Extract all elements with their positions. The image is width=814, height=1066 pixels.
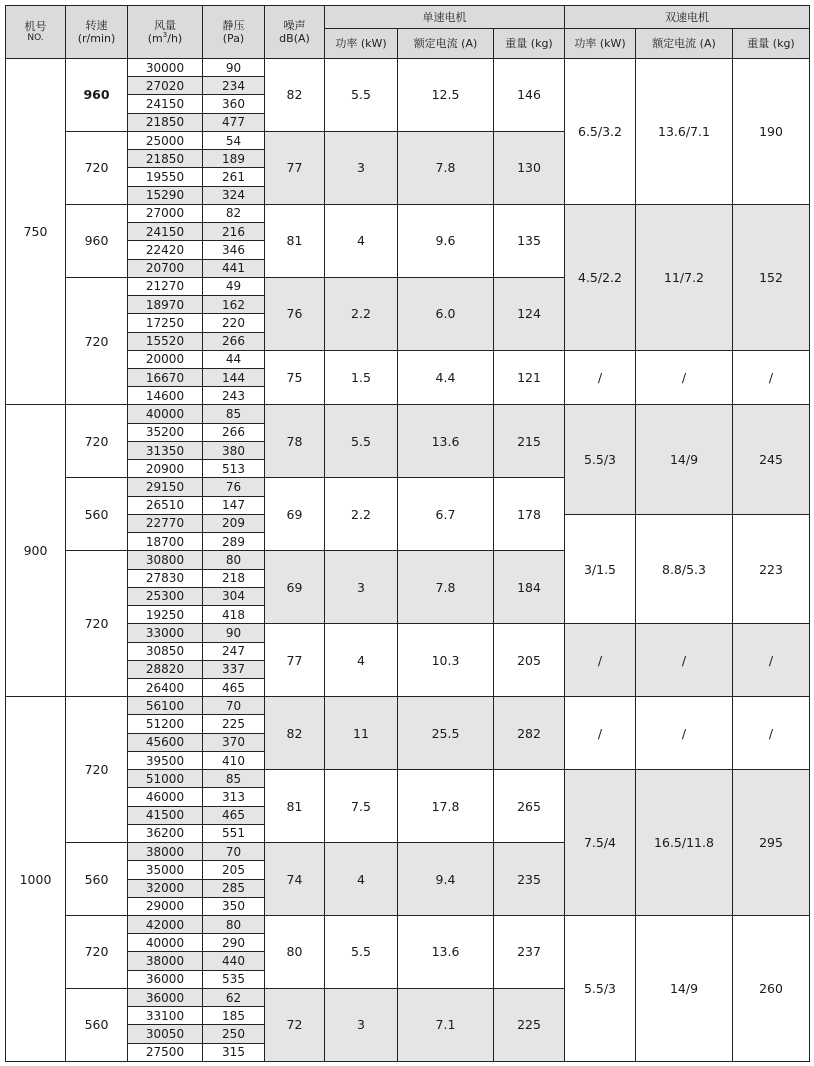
flow-cell: 38000 <box>128 843 203 861</box>
flow-cell: 21850 <box>128 113 203 131</box>
speed-cell: 560 <box>66 843 128 916</box>
pressure-cell: 216 <box>203 223 265 241</box>
single-weight-cell: 184 <box>494 551 565 624</box>
noise-cell: 69 <box>265 551 325 624</box>
speed-cell: 720 <box>66 405 128 478</box>
flow-cell: 32000 <box>128 879 203 897</box>
single-power-cell: 2.2 <box>325 478 398 551</box>
pressure-cell: 90 <box>203 624 265 642</box>
pressure-cell: 313 <box>203 788 265 806</box>
pressure-cell: 144 <box>203 368 265 386</box>
single-weight-cell: 130 <box>494 131 565 204</box>
table-row <box>6 916 810 934</box>
flow-cell: 20000 <box>128 350 203 368</box>
pressure-cell: 315 <box>203 1043 265 1061</box>
single-weight-cell: 135 <box>494 204 565 277</box>
noise-cell: 80 <box>265 916 325 989</box>
noise-cell: 72 <box>265 988 325 1061</box>
pressure-cell: 266 <box>203 423 265 441</box>
pressure-cell: 80 <box>203 551 265 569</box>
pressure-cell: 162 <box>203 296 265 314</box>
dual-power-cell: 7.5/4 <box>565 770 636 916</box>
pressure-cell: 218 <box>203 569 265 587</box>
pressure-cell: 185 <box>203 1007 265 1025</box>
dual-current-cell: 11/7.2 <box>636 204 733 350</box>
single-power-cell: 3 <box>325 131 398 204</box>
flow-cell: 40000 <box>128 934 203 952</box>
single-power-cell: 5.5 <box>325 916 398 989</box>
flow-cell: 15520 <box>128 332 203 350</box>
flow-cell: 16670 <box>128 368 203 386</box>
pressure-cell: 189 <box>203 150 265 168</box>
speed-cell: 720 <box>66 551 128 697</box>
dual-power-cell: 5.5/3 <box>565 916 636 1062</box>
flow-cell: 25000 <box>128 131 203 149</box>
flow-cell: 19250 <box>128 606 203 624</box>
single-weight-cell: 235 <box>494 843 565 916</box>
pressure-cell: 346 <box>203 241 265 259</box>
single-weight-cell: 205 <box>494 624 565 697</box>
dual-current-cell: / <box>636 624 733 697</box>
pressure-cell: 44 <box>203 350 265 368</box>
pressure-cell: 82 <box>203 204 265 222</box>
pressure-cell: 465 <box>203 806 265 824</box>
single-power-cell: 3 <box>325 988 398 1061</box>
speed-cell: 960 <box>66 204 128 277</box>
single-power-cell: 11 <box>325 697 398 770</box>
single-power-cell: 4 <box>325 843 398 916</box>
flow-cell: 27830 <box>128 569 203 587</box>
noise-cell: 82 <box>265 697 325 770</box>
flow-cell: 29000 <box>128 897 203 915</box>
single-current-cell: 4.4 <box>398 350 494 405</box>
table-row <box>6 59 810 77</box>
flow-cell: 18700 <box>128 533 203 551</box>
flow-cell: 15290 <box>128 186 203 204</box>
flow-cell: 36000 <box>128 988 203 1006</box>
single-power-cell: 3 <box>325 551 398 624</box>
header-single-current: 额定电流 (A) <box>398 29 494 59</box>
single-power-cell: 4 <box>325 624 398 697</box>
pressure-cell: 513 <box>203 460 265 478</box>
flow-cell: 21850 <box>128 150 203 168</box>
flow-cell: 39500 <box>128 751 203 769</box>
flow-cell: 35000 <box>128 861 203 879</box>
pressure-cell: 360 <box>203 95 265 113</box>
single-current-cell: 6.0 <box>398 277 494 350</box>
flow-cell: 26400 <box>128 678 203 696</box>
single-weight-cell: 215 <box>494 405 565 478</box>
single-power-cell: 4 <box>325 204 398 277</box>
flow-cell: 30000 <box>128 59 203 77</box>
table-row <box>6 204 810 222</box>
pressure-cell: 477 <box>203 113 265 131</box>
dual-weight-cell: 295 <box>733 770 810 916</box>
pressure-cell: 380 <box>203 441 265 459</box>
single-weight-cell: 146 <box>494 59 565 132</box>
single-current-cell: 7.1 <box>398 988 494 1061</box>
pressure-cell: 266 <box>203 332 265 350</box>
header-dual-power: 功率 (kW) <box>565 29 636 59</box>
table-row <box>6 697 810 715</box>
speed-cell: 560 <box>66 478 128 551</box>
pressure-cell: 304 <box>203 587 265 605</box>
pressure-cell: 85 <box>203 405 265 423</box>
single-power-cell: 5.5 <box>325 405 398 478</box>
dual-power-cell: 5.5/3 <box>565 405 636 514</box>
single-current-cell: 13.6 <box>398 405 494 478</box>
single-current-cell: 13.6 <box>398 916 494 989</box>
speed-cell: 560 <box>66 988 128 1061</box>
single-current-cell: 9.6 <box>398 204 494 277</box>
flow-cell: 27500 <box>128 1043 203 1061</box>
single-power-cell: 1.5 <box>325 350 398 405</box>
flow-cell: 56100 <box>128 697 203 715</box>
pressure-cell: 350 <box>203 897 265 915</box>
single-power-cell: 5.5 <box>325 59 398 132</box>
pressure-cell: 209 <box>203 514 265 532</box>
dual-weight-cell: 260 <box>733 916 810 1062</box>
flow-cell: 30850 <box>128 642 203 660</box>
dual-current-cell: / <box>636 697 733 770</box>
single-current-cell: 12.5 <box>398 59 494 132</box>
model-cell: 750 <box>6 59 66 405</box>
pressure-cell: 76 <box>203 478 265 496</box>
flow-cell: 24150 <box>128 95 203 113</box>
flow-cell: 42000 <box>128 916 203 934</box>
dual-power-cell: / <box>565 697 636 770</box>
fan-spec-table <box>5 5 810 1062</box>
pressure-cell: 250 <box>203 1025 265 1043</box>
flow-cell: 20700 <box>128 259 203 277</box>
pressure-cell: 234 <box>203 77 265 95</box>
pressure-cell: 370 <box>203 733 265 751</box>
flow-cell: 25300 <box>128 587 203 605</box>
pressure-cell: 247 <box>203 642 265 660</box>
flow-cell: 40000 <box>128 405 203 423</box>
noise-cell: 74 <box>265 843 325 916</box>
flow-cell: 36000 <box>128 970 203 988</box>
flow-cell: 22420 <box>128 241 203 259</box>
flow-cell: 22770 <box>128 514 203 532</box>
flow-cell: 26510 <box>128 496 203 514</box>
dual-current-cell: 14/9 <box>636 916 733 1062</box>
single-weight-cell: 124 <box>494 277 565 350</box>
flow-cell: 30800 <box>128 551 203 569</box>
table-body <box>6 59 810 1062</box>
dual-current-cell: 8.8/5.3 <box>636 514 733 623</box>
flow-cell: 27020 <box>128 77 203 95</box>
pressure-cell: 465 <box>203 678 265 696</box>
flow-cell: 18970 <box>128 296 203 314</box>
noise-cell: 81 <box>265 204 325 277</box>
pressure-cell: 70 <box>203 697 265 715</box>
dual-weight-cell: 152 <box>733 204 810 350</box>
dual-weight-cell: / <box>733 697 810 770</box>
pressure-cell: 147 <box>203 496 265 514</box>
header-single-power: 功率 (kW) <box>325 29 398 59</box>
pressure-cell: 261 <box>203 168 265 186</box>
pressure-cell: 285 <box>203 879 265 897</box>
noise-cell: 77 <box>265 131 325 204</box>
noise-cell: 76 <box>265 277 325 350</box>
dual-weight-cell: 223 <box>733 514 810 623</box>
flow-cell: 29150 <box>128 478 203 496</box>
flow-cell: 45600 <box>128 733 203 751</box>
header-dual-current: 额定电流 (A) <box>636 29 733 59</box>
speed-cell: 960 <box>66 59 128 132</box>
dual-power-cell: 4.5/2.2 <box>565 204 636 350</box>
dual-weight-cell: 245 <box>733 405 810 514</box>
pressure-cell: 551 <box>203 824 265 842</box>
single-power-cell: 7.5 <box>325 770 398 843</box>
pressure-cell: 62 <box>203 988 265 1006</box>
flow-cell: 17250 <box>128 314 203 332</box>
single-current-cell: 9.4 <box>398 843 494 916</box>
noise-cell: 81 <box>265 770 325 843</box>
pressure-cell: 290 <box>203 934 265 952</box>
dual-current-cell: 16.5/11.8 <box>636 770 733 916</box>
header-dual-weight: 重量 (kg) <box>733 29 810 59</box>
flow-cell: 19550 <box>128 168 203 186</box>
single-weight-cell: 282 <box>494 697 565 770</box>
pressure-cell: 535 <box>203 970 265 988</box>
single-current-cell: 10.3 <box>398 624 494 697</box>
pressure-cell: 70 <box>203 843 265 861</box>
header-speed: 转速 (r/min) <box>66 6 128 59</box>
speed-cell: 720 <box>66 697 128 843</box>
model-cell: 900 <box>6 405 66 697</box>
flow-cell: 21270 <box>128 277 203 295</box>
flow-cell: 38000 <box>128 952 203 970</box>
header-model: 机号 NO. <box>6 6 66 59</box>
pressure-cell: 410 <box>203 751 265 769</box>
header-noise: 噪声 dB(A) <box>265 6 325 59</box>
flow-cell: 28820 <box>128 660 203 678</box>
noise-cell: 75 <box>265 350 325 405</box>
table-row <box>6 405 810 423</box>
header-dual-motor: 双速电机 <box>565 6 810 29</box>
flow-cell: 51200 <box>128 715 203 733</box>
flow-cell: 51000 <box>128 770 203 788</box>
pressure-cell: 205 <box>203 861 265 879</box>
header-pressure: 静压 (Pa) <box>203 6 265 59</box>
pressure-cell: 225 <box>203 715 265 733</box>
pressure-cell: 90 <box>203 59 265 77</box>
speed-cell: 720 <box>66 916 128 989</box>
speed-cell: 720 <box>66 131 128 204</box>
flow-cell: 14600 <box>128 387 203 405</box>
speed-cell: 720 <box>66 277 128 405</box>
dual-current-cell: 13.6/7.1 <box>636 59 733 205</box>
flow-cell: 31350 <box>128 441 203 459</box>
single-current-cell: 25.5 <box>398 697 494 770</box>
single-weight-cell: 121 <box>494 350 565 405</box>
flow-cell: 24150 <box>128 223 203 241</box>
noise-cell: 82 <box>265 59 325 132</box>
dual-weight-cell: 190 <box>733 59 810 205</box>
single-weight-cell: 237 <box>494 916 565 989</box>
single-weight-cell: 265 <box>494 770 565 843</box>
single-current-cell: 6.7 <box>398 478 494 551</box>
pressure-cell: 441 <box>203 259 265 277</box>
header-flow: 风量 $(m^3/h)$ <box>128 6 203 59</box>
noise-cell: 77 <box>265 624 325 697</box>
single-current-cell: 7.8 <box>398 131 494 204</box>
pressure-cell: 337 <box>203 660 265 678</box>
dual-current-cell: / <box>636 350 733 405</box>
dual-power-cell: / <box>565 350 636 405</box>
single-weight-cell: 178 <box>494 478 565 551</box>
header-single-motor: 单速电机 <box>325 6 565 29</box>
dual-power-cell: 3/1.5 <box>565 514 636 623</box>
flow-cell: 46000 <box>128 788 203 806</box>
pressure-cell: 85 <box>203 770 265 788</box>
single-current-cell: 7.8 <box>398 551 494 624</box>
pressure-cell: 440 <box>203 952 265 970</box>
pressure-cell: 324 <box>203 186 265 204</box>
pressure-cell: 54 <box>203 131 265 149</box>
dual-weight-cell: / <box>733 350 810 405</box>
pressure-cell: 418 <box>203 606 265 624</box>
single-weight-cell: 225 <box>494 988 565 1061</box>
pressure-cell: 80 <box>203 916 265 934</box>
dual-power-cell: 6.5/3.2 <box>565 59 636 205</box>
flow-cell: 30050 <box>128 1025 203 1043</box>
flow-cell: 35200 <box>128 423 203 441</box>
flow-cell: 33000 <box>128 624 203 642</box>
pressure-cell: 243 <box>203 387 265 405</box>
flow-cell: 33100 <box>128 1007 203 1025</box>
flow-cell: 20900 <box>128 460 203 478</box>
model-cell: 1000 <box>6 697 66 1062</box>
single-power-cell: 2.2 <box>325 277 398 350</box>
dual-power-cell: / <box>565 624 636 697</box>
flow-cell: 41500 <box>128 806 203 824</box>
pressure-cell: 220 <box>203 314 265 332</box>
noise-cell: 78 <box>265 405 325 478</box>
dual-weight-cell: / <box>733 624 810 697</box>
noise-cell: 69 <box>265 478 325 551</box>
dual-current-cell: 14/9 <box>636 405 733 514</box>
flow-cell: 36200 <box>128 824 203 842</box>
pressure-cell: 289 <box>203 533 265 551</box>
flow-cell: 27000 <box>128 204 203 222</box>
header-single-weight: 重量 (kg) <box>494 29 565 59</box>
pressure-cell: 49 <box>203 277 265 295</box>
single-current-cell: 17.8 <box>398 770 494 843</box>
